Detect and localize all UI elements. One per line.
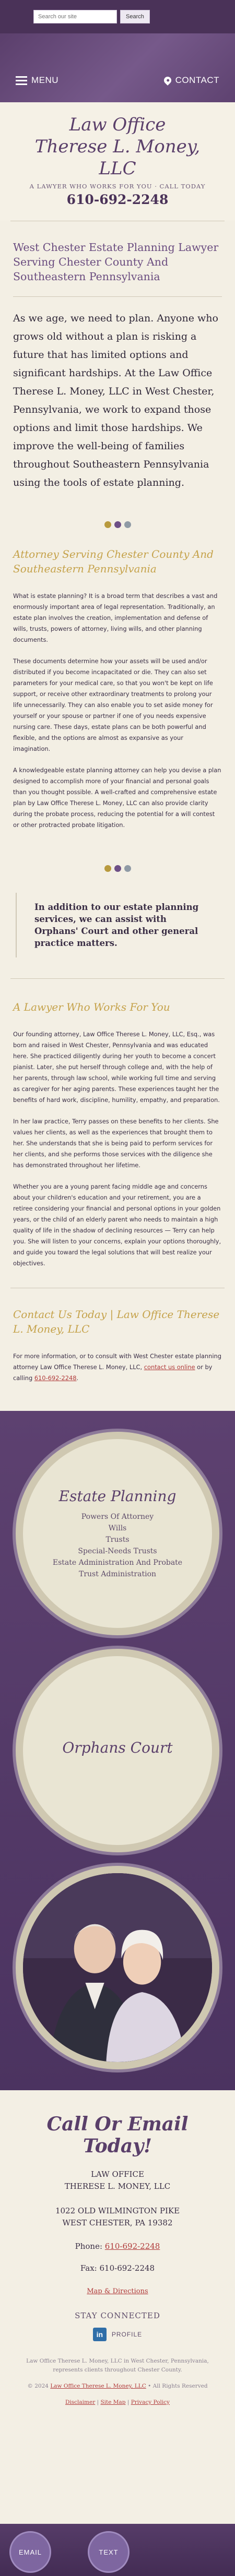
footer-firm-line: THERESE L. MONEY, LLC bbox=[64, 2182, 171, 2191]
practice-areas bbox=[0, 1411, 235, 2090]
footer bbox=[0, 2090, 235, 2438]
attorney-section bbox=[0, 544, 235, 849]
dot bbox=[114, 865, 121, 872]
linkedin-icon: in bbox=[93, 2328, 107, 2341]
profile-label: PROFILE bbox=[111, 2331, 143, 2338]
logo-tagline: A LAWYER WHO WORKS FOR YOU · CALL TODAY bbox=[29, 183, 206, 190]
dot bbox=[114, 521, 121, 528]
contact-phone-link[interactable]: 610-692-2248 bbox=[34, 1374, 77, 1382]
divider bbox=[13, 296, 222, 297]
paragraph: In her law practice, Terry passes on these benefits to her clients. She values her clients, as well as the experiences that brought them to her. She understands that she is being paid to perform services for her clients, and she performs those services with the diligence she has demonstrated throughout her lifetime. bbox=[13, 1118, 219, 1169]
page-title: West Chester Estate Planning Lawyer Serving Chester County And Southeastern Pennsylvania bbox=[13, 241, 219, 283]
legal-links: Disclaimer | Site Map | Privacy Policy bbox=[65, 2399, 170, 2405]
paragraph: A knowledgeable estate planning attorney can help you devise a plan designed to accomplish more of your financial and personal goals than you thought possible. A well-crafted and comprehensive estate plan by Law Office Therese L. Money, LLC can also provide clarity during the probate process, reducing the potential for a will contest or other protracted probate litigation. bbox=[13, 766, 221, 829]
contact-paragraph: For more information, or to consult with West Chester estate planning attorney Law Office Therese L. Money, LLC, contact us online or by calling 610-692-2248. bbox=[13, 1352, 221, 1382]
contact-section bbox=[0, 1288, 235, 1400]
contact-button[interactable] bbox=[164, 75, 219, 86]
bottom-action-bar bbox=[0, 2524, 235, 2576]
practice-item[interactable]: Powers Of Attorney bbox=[81, 1512, 154, 1521]
header-phone[interactable]: 610-692-2248 bbox=[66, 192, 169, 207]
paragraph: Our founding attorney, Law Office Therese L. Money, LLC, Esq., was born and raised in West Chester, Pennsylvania and was educated here. She practiced diligently during her youth to become a concert pianist. Later, she put herself through college and, with the help of her parents, through law school, while working full time and serving as caregiver for her aging parents. These experiences taught her the benefits of hard work, discipline, humility, empathy, and preparation. bbox=[13, 1031, 220, 1104]
header-banner bbox=[0, 33, 235, 102]
site-map-link[interactable]: Site Map bbox=[100, 2399, 126, 2405]
copyright-firm-link[interactable]: Law Office Therese L. Money, LLC bbox=[50, 2383, 146, 2389]
logo-line-2: Therese L. Money, LLC bbox=[34, 136, 201, 179]
footer-fax: Fax: 610-692-2248 bbox=[80, 2263, 155, 2273]
paragraph: These documents determine how your assets will be used and/or distributed if you become incapacitated or die. They can also set parameters for your medical care, so that you won't be kept on life support, or receive other extraordinary treatments to prolong your life unnecessarily. They can also enable you to set aside money for yourself or your spouse or partner if one of you needs expensive nursing care. These days, estate plans can be both powerful and flexible, and the options are almost as expansive as your imagination. bbox=[13, 657, 213, 752]
disclaimer-link[interactable]: Disclaimer bbox=[65, 2399, 96, 2405]
practice-item[interactable]: Trust Administration bbox=[78, 1569, 157, 1578]
orphans-court-callout: In addition to our estate planning services, we can assist with Orphans' Court and other general practice matters. bbox=[16, 893, 219, 957]
attorney-heading: Attorney Serving Chester County And Southeastern Pennsylvania bbox=[13, 548, 214, 575]
search-button[interactable]: Search bbox=[120, 10, 150, 23]
privacy-policy-link[interactable]: Privacy Policy bbox=[131, 2399, 170, 2405]
firm-logo[interactable] bbox=[0, 102, 235, 221]
map-directions-link[interactable]: Map & Directions bbox=[87, 2287, 148, 2295]
footer-address-line: 1022 OLD WILMINGTON PIKE bbox=[55, 2206, 180, 2215]
dot-divider bbox=[0, 849, 235, 888]
estate-planning-circle[interactable] bbox=[16, 1432, 219, 1635]
copyright-line: © 2024 Law Office Therese L. Money, LLC • All Rights Reserved bbox=[27, 2383, 208, 2389]
linkedin-profile-link[interactable] bbox=[13, 2328, 222, 2341]
location-pin-icon bbox=[162, 75, 173, 86]
intro-section bbox=[0, 221, 235, 506]
estate-planning-title: Estate Planning bbox=[58, 1487, 177, 1505]
menu-button[interactable] bbox=[16, 75, 58, 86]
email-button[interactable]: EMAIL bbox=[9, 2531, 51, 2573]
menu-label: MENU bbox=[31, 75, 59, 85]
elderly-couple-photo bbox=[16, 1866, 219, 2069]
footer-phone: Phone: 610-692-2248 bbox=[75, 2242, 160, 2251]
lawyer-section bbox=[0, 979, 235, 1288]
contact-online-link[interactable]: contact us online bbox=[144, 1363, 195, 1371]
dot bbox=[124, 865, 131, 872]
footer-address-line: WEST CHESTER, PA 19382 bbox=[62, 2218, 173, 2227]
stay-connected-label: STAY CONNECTED bbox=[75, 2311, 160, 2320]
search-bar bbox=[0, 0, 235, 33]
contact-label: CONTACT bbox=[175, 75, 219, 85]
orphans-court-circle[interactable] bbox=[16, 1649, 219, 1852]
footer-disclaimer: Law Office Therese L. Money, LLC in West Chester, Pennsylvania, represents clients throughout Chester County. bbox=[26, 2358, 209, 2373]
practice-item[interactable]: Estate Administration And Probate bbox=[52, 1558, 183, 1567]
search-input[interactable] bbox=[33, 10, 117, 23]
footer-heading: Call Or Email Today! bbox=[46, 2113, 189, 2157]
intro-lede: As we age, we need to plan. Anyone who grows old without a plan is risking a future that has limited options and significant hardships. At the Law Office Therese L. Money, LLC in West Chester, Pennsylvania, we work to expand those options and limit those hardships. We improve the well-being of families throughout Southeastern Pennsylvania using the tools of estate planning. bbox=[13, 313, 218, 488]
dot bbox=[104, 521, 111, 528]
dot-divider bbox=[0, 506, 235, 544]
practice-item[interactable]: Trusts bbox=[105, 1535, 130, 1544]
contact-heading: Contact Us Today | Law Office Therese L. Money, LLC bbox=[13, 1308, 220, 1335]
footer-firm-line: LAW OFFICE bbox=[91, 2170, 144, 2179]
paragraph: Whether you are a young parent facing middle age and concerns about your children's education and your retirement, you are a retiree considering your financial and personal options in your golden years, or the child of an elderly parent who needs to maintain a high quality of life in the shadow of declining resources — Terry can help you. She will listen to your concerns, explain your options thoroughly, and guide you toward the legal solutions that will best realize your objectives. bbox=[13, 1183, 221, 1267]
photo-illustration bbox=[23, 1873, 212, 2062]
orphans-court-title: Orphans Court bbox=[62, 1739, 173, 1756]
lawyer-heading: A Lawyer Who Works For You bbox=[13, 1001, 170, 1013]
dot bbox=[124, 521, 131, 528]
practice-item[interactable]: Wills bbox=[108, 1524, 127, 1532]
practice-item[interactable]: Special-Needs Trusts bbox=[78, 1547, 157, 1555]
text-button[interactable]: TEXT bbox=[88, 2531, 130, 2573]
main-nav bbox=[0, 70, 235, 91]
dot bbox=[104, 865, 111, 872]
hamburger-icon bbox=[16, 76, 27, 85]
logo-line-1: Law Office bbox=[69, 114, 166, 135]
paragraph: What is estate planning? It is a broad term that describes a vast and enormously important area of legal representation. Traditionally, an estate plan involves the creation, implementation and defense of wills, trusts, powers of attorney, living wills, and other planning documents. bbox=[13, 592, 218, 643]
footer-phone-link[interactable]: 610-692-2248 bbox=[104, 2242, 160, 2251]
